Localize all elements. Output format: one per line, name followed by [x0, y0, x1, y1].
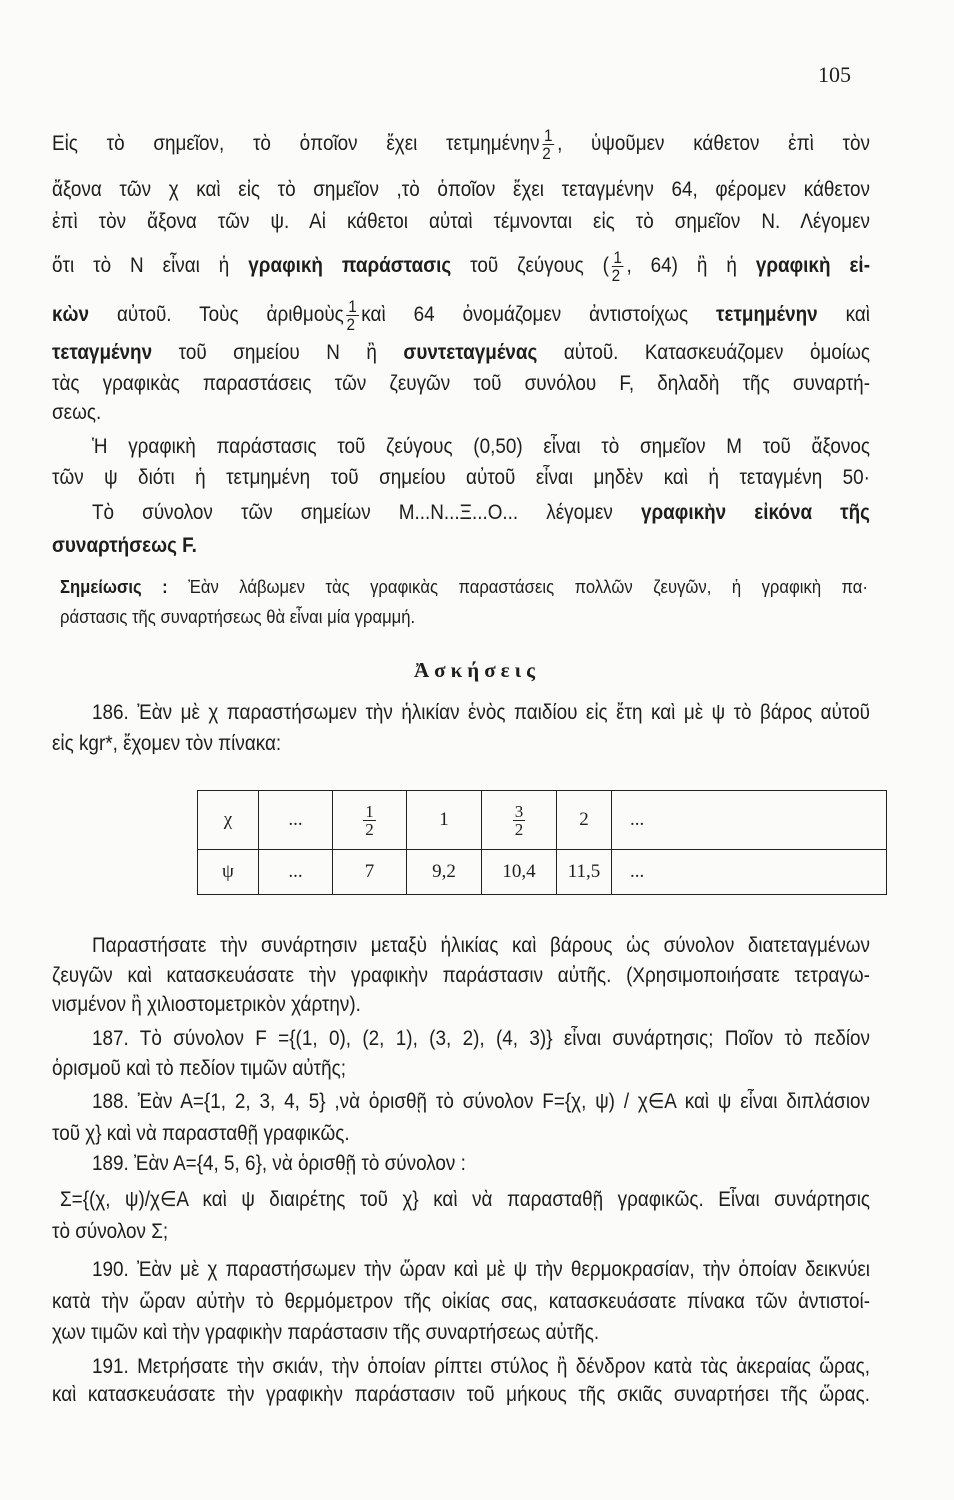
text-line [92, 1257, 870, 1283]
text-line [60, 1187, 870, 1213]
text-segment: τοῦ σημείου Ν ἢ [152, 341, 404, 364]
text-segment: σεως. [52, 401, 102, 424]
bold-term: γραφικὴ παράστασις [248, 254, 452, 278]
fraction-numerator: 3 [514, 801, 524, 821]
text-segment: νισμένον ἢ χιλιοστομετρικὸν χάρτην). [52, 993, 361, 1016]
page-number: 105 [818, 62, 851, 87]
fraction [363, 803, 376, 838]
fraction [612, 249, 624, 284]
text-segment: 188. Ἐὰν Α={1, 2, 3, 4, 5} ,νὰ ὁρισθῇ τὸ σύνολον F={χ, ψ) / χ∈Α καὶ ψ εἶναι διπλάσιον [92, 1090, 870, 1113]
text-line [92, 700, 870, 726]
text-segment: 190. Ἐὰν μὲ χ παραστήσωμεν τὴν ὥραν καὶ μὲ ψ τὴν θερμοκρασίαν, τὴν ὁποίαν δεικνύει [92, 1258, 870, 1281]
table-cell: 2 [557, 791, 612, 850]
text-segment: 189. Ἐὰν Α={4, 5, 6}, νὰ ὁρισθῇ τὸ σύνολον : [92, 1152, 466, 1175]
table-cell: ... [612, 791, 887, 850]
text-segment: Τὸ σύνολον τῶν σημείων Μ...Ν...Ξ...Ο... λέγομεν [92, 501, 641, 524]
text-segment: ἐπὶ τὸν ἄξονα τῶν ψ. Αἱ κάθετοι αὐταὶ τέμνονται εἰς τὸ σημεῖον Ν. Λέγομεν [52, 210, 870, 233]
text-segment: Ἐὰν λάβωμεν τὰς γραφικὰς παραστάσεις πολλῶν ζευγῶν, ἡ γραφικὴ πα· [167, 576, 868, 597]
text-segment: , ὑψοῦμεν κάθετον ἐπὶ τὸν [557, 132, 870, 156]
text-line [60, 574, 868, 600]
text-line [52, 400, 101, 426]
fraction-denominator: 2 [611, 266, 621, 285]
text-segment: τῶν ψ διότι ἡ τετμημένη τοῦ σημείου αὐτοῦ εἶναι μηδὲν καὶ ἡ τεταγμένη 50· [52, 466, 870, 489]
row-label: ψ [198, 850, 259, 895]
bold-term: κὼν [52, 303, 90, 327]
text-segment: καὶ [817, 303, 870, 327]
table-cell: ... [259, 791, 333, 850]
text-line [52, 127, 870, 162]
text-segment: αὐτοῦ. Τοὺς ἀριθμοὺς [89, 303, 344, 327]
text-line [52, 1320, 599, 1346]
text-line [92, 1089, 870, 1115]
bold-term: γραφικὴν εἰκόνα τῆς [640, 501, 870, 524]
text-segment: ἄξονα τῶν χ καὶ εἰς τὸ σημεῖον ,τὸ ὁποῖον ἔχει τεταγμένην 64, φέρομεν κάθετον [52, 178, 870, 201]
text-segment: τοῦ χ} καὶ νὰ παρασταθῇ γραφικῶς. [52, 1122, 350, 1145]
text-line [52, 533, 197, 559]
fraction-denominator: 2 [365, 819, 374, 839]
text-segment: 186. Ἐὰν μὲ χ παραστήσωμεν τὴν ἡλικίαν ἑνὸς παιδίου εἰς ἔτη καὶ μὲ ψ τὸ βάρος αὐτοῦ [92, 701, 870, 724]
bold-term: συναρτήσεως F. [52, 534, 197, 557]
text-line [52, 731, 281, 757]
table-cell [333, 791, 407, 850]
text-line [52, 177, 870, 203]
text-line [52, 249, 870, 284]
fraction [346, 298, 358, 333]
text-segment: ὁρισμοῦ καὶ τὸ πεδίον τιμῶν αὐτῆς; [52, 1057, 346, 1080]
table-row [198, 850, 887, 895]
text-segment: ὅτι τὸ Ν εἶναι ἡ [52, 254, 249, 278]
bold-term: γραφικὴ εἰ- [755, 254, 870, 278]
text-segment: , 64) ἢ ἡ [626, 254, 756, 278]
fraction-denominator: 2 [514, 819, 524, 839]
text-segment: αὐτοῦ. Κατασκευάζομεν ὁμοίως [537, 341, 871, 364]
table-cell [482, 791, 557, 850]
table-cell: ... [612, 850, 887, 895]
text-segment: τὸ σύνολον Σ; [52, 1220, 169, 1243]
text-line [52, 465, 870, 491]
text-segment: καὶ κατασκευάσατε τὴν γραφικὴν παράστασιν τοῦ μήκους τῆς σκιᾶς συναρτήσει τῆς ὥρας. [52, 1383, 870, 1406]
text-line [92, 1026, 870, 1052]
text-line [52, 963, 870, 989]
fraction-numerator: 1 [544, 126, 553, 145]
row-label: χ [198, 791, 259, 850]
section-heading-exercises: Ἀσκήσεις [414, 658, 540, 682]
fraction-denominator: 2 [542, 144, 551, 163]
text-line [92, 933, 870, 959]
text-segment: 187. Τὸ σύνολον F ={(1, 0), (2, 1), (3, 2), (4, 3)} εἶναι συνάρτησις; Ποῖον τὸ πεδίον [92, 1027, 870, 1050]
text-segment: κατὰ τὴν ὥραν αὐτὴν τὸ θερμόμετρον τῆς οἰκίας σας, κατασκευάσατε πίνακα τῶν ἀντιστοί- [52, 1290, 870, 1313]
table-cell: ... [259, 850, 333, 895]
text-segment: ράστασις τῆς συναρτήσεως θὰ εἶναι μία γραμμή. [60, 606, 416, 627]
fraction-numerator: 1 [613, 248, 622, 267]
fraction-denominator: 2 [346, 315, 356, 334]
bold-term: τετμημένην [716, 303, 818, 327]
text-segment: Παραστήσατε τὴν συνάρτησιν μεταξὺ ἡλικίας καὶ βάρους ὡς σύνολον διατεταγμένων [92, 934, 870, 957]
text-segment: Σ={(χ, ψ)/χ∈Α καὶ ψ διαιρέτης τοῦ χ} καὶ νὰ παρασταθῇ γραφικῶς. Εἶναι συνάρτησις [60, 1188, 870, 1211]
table-cell: 9,2 [407, 850, 482, 895]
text-segment: καὶ 64 ὀνομάζομεν ἀντιστοίχως [361, 303, 717, 327]
text-line [52, 371, 870, 397]
text-line [52, 1289, 870, 1315]
text-line [92, 500, 870, 526]
bold-term: τεταγμένην [52, 341, 153, 364]
fraction [542, 127, 554, 162]
text-line [52, 340, 870, 366]
bold-term: συντεταγμένας [403, 341, 538, 364]
text-segment: Ἡ γραφικὴ παράστασις τοῦ ζεύγους (0,50) εἶναι τὸ σημεῖον Μ τοῦ ἄξονος [92, 435, 870, 458]
text-segment: Εἰς τὸ σημεῖον, τὸ ὁποῖον ἔχει τετμημένην [52, 132, 540, 156]
age-weight-table [197, 790, 887, 895]
text-segment: εἰς kgr*, ἔχομεν τὸν πίνακα: [52, 732, 282, 755]
text-segment: ζευγῶν καὶ κατασκευάσατε τὴν γραφικὴν παράστασιν αὐτῆς. (Χρησιμοποιήσατε τετραγω- [52, 964, 870, 987]
text-segment: τοῦ ζεύγους ( [451, 254, 609, 278]
table-cell: 1 [407, 791, 482, 850]
text-line [52, 298, 870, 333]
text-line [92, 434, 870, 460]
fraction-numerator: 1 [365, 801, 374, 821]
text-segment: 191. Μετρήσατε τὴν σκιάν, τὴν ὁποίαν ρίπτει στύλος ἢ δένδρον κατὰ τὰς ἀκεραίας ὥρας, [92, 1355, 870, 1378]
text-line [60, 604, 415, 630]
text-line [92, 1354, 870, 1380]
text-line [52, 1056, 346, 1082]
text-line [52, 209, 870, 235]
text-line [52, 992, 361, 1018]
table-cell: 7 [333, 850, 407, 895]
bold-term: Σημείωσις : [60, 576, 168, 597]
table-row [198, 791, 887, 850]
text-line [92, 1151, 466, 1177]
text-line [52, 1121, 350, 1147]
text-segment: χων τιμῶν καὶ τὴν γραφικὴν παράστασιν τῆς συναρτήσεως αὐτῆς. [52, 1321, 600, 1344]
text-line [52, 1382, 870, 1408]
text-line [52, 1219, 168, 1245]
table-cell: 11,5 [557, 850, 612, 895]
fraction [513, 803, 526, 838]
fraction-numerator: 1 [348, 297, 357, 316]
text-segment: τὰς γραφικὰς παραστάσεις τῶν ζευγῶν τοῦ συνόλου F, δηλαδὴ τῆς συναρτή- [52, 372, 870, 395]
table-cell: 10,4 [482, 850, 557, 895]
